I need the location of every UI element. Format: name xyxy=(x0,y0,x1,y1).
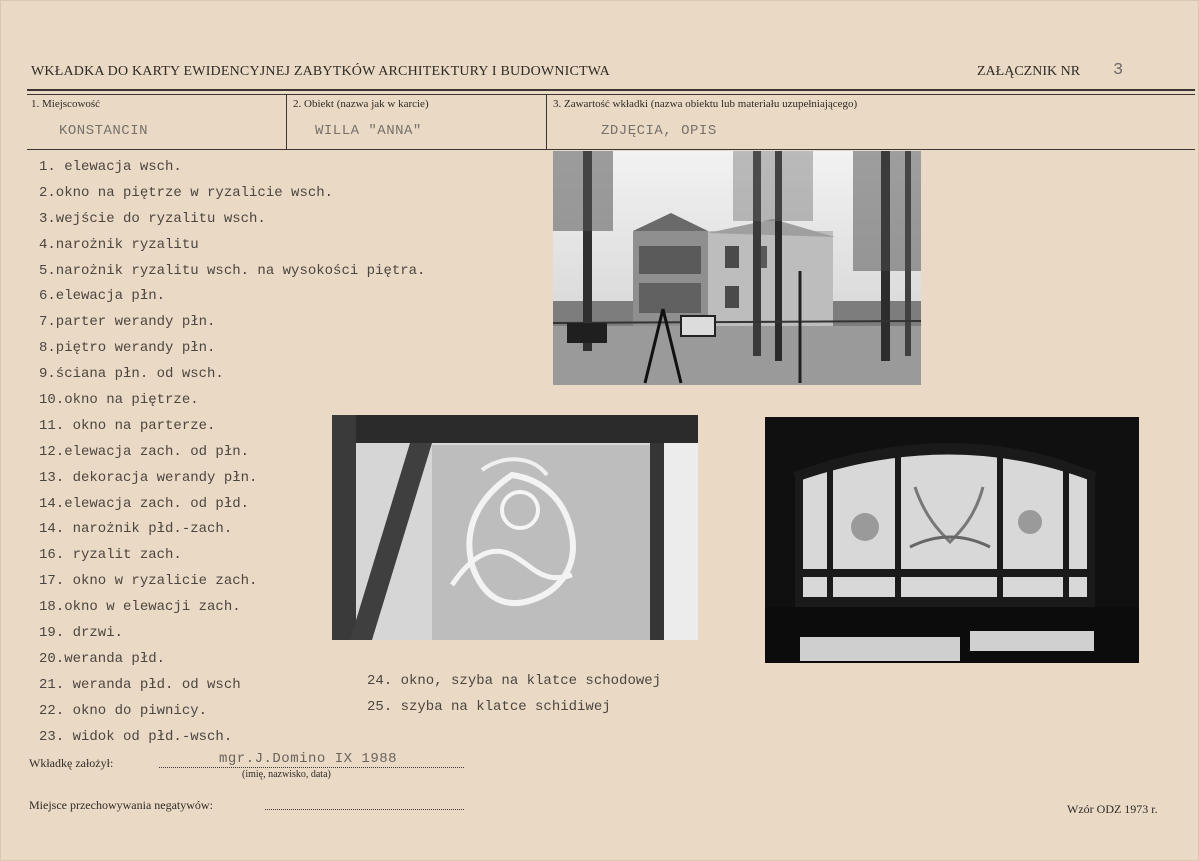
photo-list-extra xyxy=(367,669,661,721)
photo-list-item: 14. narożnik płd.-zach. xyxy=(39,521,233,538)
stairwell-window-photo xyxy=(765,417,1139,663)
contents-label: 3. Zawartość wkładki (nazwa obiektu lub materiału uzupełniającego) xyxy=(553,98,858,110)
photo-list-item: 22. okno do piwnicy. xyxy=(39,702,208,719)
photo-list-item: 9.ściana płn. od wsch. xyxy=(39,366,224,383)
fields-rule xyxy=(27,149,1195,150)
photo-list-item: 5.narożnik ryzalitu wsch. na wysokości piętra. xyxy=(39,262,426,279)
header-rule-bottom xyxy=(27,94,1195,95)
founder-hint: (imię, nazwisko, data) xyxy=(242,769,331,780)
founder-line xyxy=(159,767,464,768)
photo-list-item: 25. szyba na klatce schidiwej xyxy=(367,698,611,715)
locality-label: 1. Miejscowość xyxy=(31,98,101,110)
annex-label: ZAŁĄCZNIK NR xyxy=(977,64,1081,79)
photo-list-item: 7.parter werandy płn. xyxy=(39,314,216,331)
photo-list-item: 12.elewacja zach. od płn. xyxy=(39,443,250,460)
photo-list-item: 14.elewacja zach. od płd. xyxy=(39,495,250,512)
card-title: WKŁADKA DO KARTY EWIDENCYJNEJ ZABYTKÓW ARCHITEKTURY I BUDOWNICTWA xyxy=(31,64,610,79)
photo-list-item: 18.okno w elewacji zach. xyxy=(39,599,241,616)
photo-list-item: 8.piętro werandy płn. xyxy=(39,340,216,357)
photo-list-item: 24. okno, szyba na klatce schodowej xyxy=(367,673,662,689)
object-label: 2. Obiekt (nazwa jak w karcie) xyxy=(293,98,429,110)
photo-list-item: 13. dekoracja werandy płn. xyxy=(39,469,258,486)
field-divider-2 xyxy=(546,95,547,149)
photo-list-item: 3.wejście do ryzalitu wsch. xyxy=(39,210,266,227)
pattern-label: Wzór ODZ 1973 r. xyxy=(1067,802,1158,816)
photo-list-item: 19. drzwi. xyxy=(39,625,124,642)
villa-exterior-photo xyxy=(553,151,921,385)
photo-list-item: 4.narożnik ryzalitu xyxy=(39,236,199,253)
object-value: WILLA "ANNA" xyxy=(315,123,422,139)
field-divider-1 xyxy=(286,95,287,149)
contents-value: ZDJĘCIA, OPIS xyxy=(601,123,717,139)
etched-glass-photo xyxy=(332,415,698,640)
founder-label: Wkładkę założył: xyxy=(29,756,114,770)
photo-list-item: 23. widok od płd.-wsch. xyxy=(39,728,233,745)
photo-list-item: 16. ryzalit zach. xyxy=(39,547,182,564)
negatives-line xyxy=(265,809,464,810)
negatives-label: Miejsce przechowywania negatywów: xyxy=(29,798,213,812)
photo-list-item: 11. okno na parterze. xyxy=(39,417,216,434)
founder-value: mgr.J.Domino IX 1988 xyxy=(219,751,398,767)
photo-list-item: 1. elewacja wsch. xyxy=(39,159,182,175)
locality-value: KONSTANCIN xyxy=(59,123,149,139)
photo-list-item: 20.weranda płd. xyxy=(39,650,166,667)
photo-list-item: 17. okno w ryzalicie zach. xyxy=(39,573,258,590)
header-rule-top xyxy=(27,89,1195,91)
photo-list-item: 2.okno na piętrze w ryzalicie wsch. xyxy=(39,184,334,201)
photo-list-item: 10.okno na piętrze. xyxy=(39,392,199,409)
photo-list-item: 21. weranda płd. od wsch xyxy=(39,676,241,693)
photo-list-item: 6.elewacja płn. xyxy=(39,288,166,305)
annex-number: 3 xyxy=(1113,61,1124,80)
